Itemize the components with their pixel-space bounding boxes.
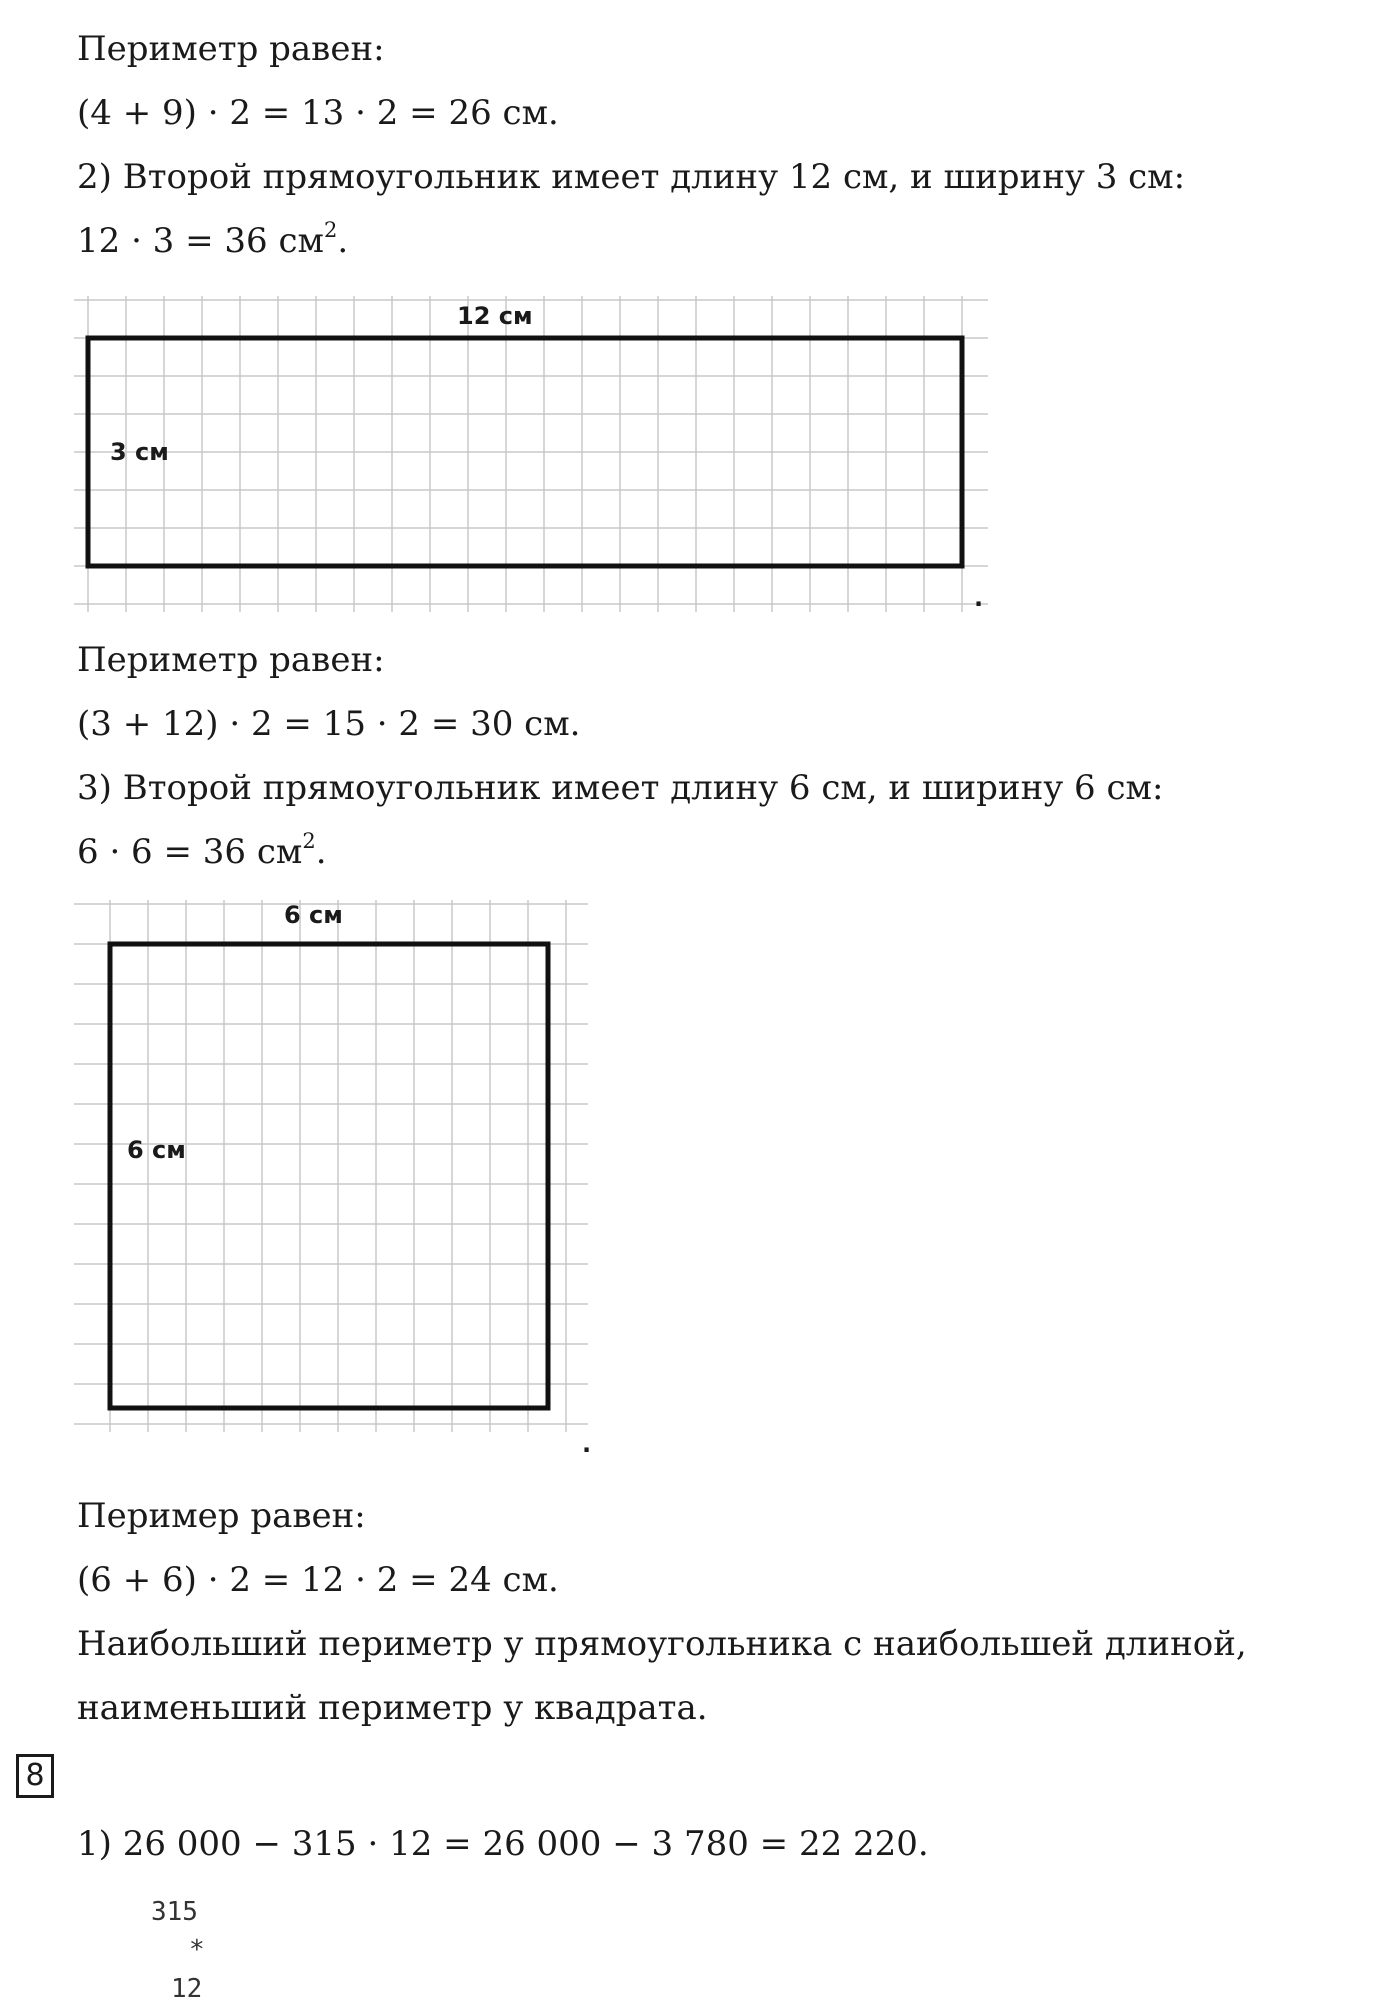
item-3-text: 3) Второй прямоугольник имеет длину 6 см, и ширину 6 см: bbox=[77, 768, 1164, 808]
item-3-area-text: 6 · 6 = 36 см bbox=[77, 832, 303, 872]
superscript: 2 bbox=[323, 218, 338, 242]
perimeter-1-calculation: (4 + 9) · 2 = 13 · 2 = 26 см. bbox=[77, 93, 559, 133]
period: . bbox=[315, 832, 327, 872]
conclusion-line-1: Наибольший периметр у прямоугольника с наибольшей длиной, bbox=[77, 1624, 1247, 1664]
perimeter-2-title: Периметр равен: bbox=[77, 640, 385, 680]
square-length-label: 6 см bbox=[284, 901, 343, 929]
period: . bbox=[974, 584, 984, 612]
perimeter-3-title: Пеример равен: bbox=[77, 1496, 366, 1536]
item-2-area-text: 12 · 3 = 36 см bbox=[77, 221, 324, 261]
rect-12x3-width-label: 3 см bbox=[110, 438, 169, 466]
column-multiplication-operator: * bbox=[189, 1935, 205, 1965]
item-2-text: 2) Второй прямоугольник имеет длину 12 см, и ширину 3 см: bbox=[77, 157, 1186, 197]
superscript: 2 bbox=[302, 829, 316, 853]
perimeter-2-calculation: (3 + 12) · 2 = 15 · 2 = 30 см. bbox=[77, 704, 581, 744]
square-width-label: 6 см bbox=[127, 1136, 186, 1164]
square-6x6-figure bbox=[74, 900, 604, 1460]
perimeter-1-title: Периметр равен: bbox=[77, 29, 385, 69]
grid-lines bbox=[74, 900, 588, 1432]
period: . bbox=[582, 1430, 592, 1458]
conclusion-line-2: наименьший периметр у квадрата. bbox=[77, 1688, 708, 1728]
perimeter-3-calculation: (6 + 6) · 2 = 12 · 2 = 24 см. bbox=[77, 1560, 559, 1600]
period: . bbox=[337, 221, 349, 261]
item-2-area bbox=[77, 218, 349, 261]
column-multiplication-bottom: 12 bbox=[171, 1974, 203, 2004]
item-3-area bbox=[77, 829, 327, 872]
column-multiplication-top: 315 bbox=[151, 1897, 198, 1927]
rectangle-12x3-figure bbox=[74, 296, 1004, 620]
task-number-badge: 8 bbox=[16, 1754, 54, 1798]
task-8-item-1: 1) 26 000 − 315 · 12 = 26 000 − 3 780 = 22 220. bbox=[77, 1824, 929, 1864]
square-6x6-outline bbox=[110, 944, 548, 1408]
rect-12x3-length-label: 12 см bbox=[457, 302, 533, 330]
